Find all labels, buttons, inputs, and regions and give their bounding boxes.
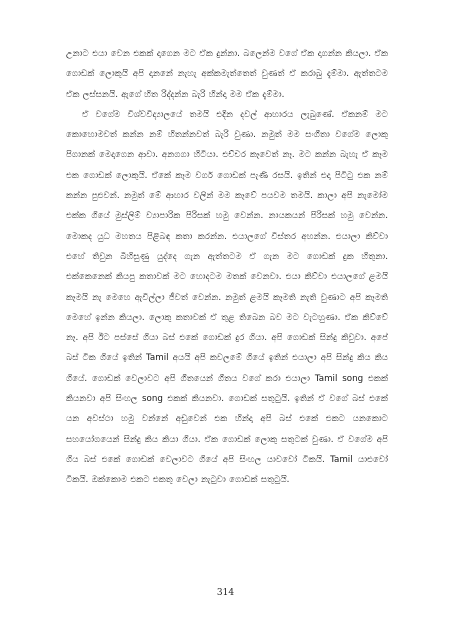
paragraph-1: උනාට එයා වෙන එකක් දාගෙන මට ඒක දුන්නා. බලෙන්ම වගේ ඒක දාගන්න කියලා. ඒක ගොඩක් ලොකුයි අපි දානනේ නැහැ අක්කමැත්තෙත් වුණත් ඒ කරාබු දැම්මා. ඇත්තටම ඒක ලස්සනයි. ඇගේ හිත රිද්දන්න බැරි හින්දා මම ඒක දැම්මා. bbox=[66, 49, 388, 100]
page-body bbox=[66, 44, 388, 491]
page-number: 314 bbox=[216, 588, 235, 598]
paragraph-2: ඒ වගේම විශ්වවිද්‍යාලයේ තමයි එදින දවල් ආහාරය ලැබුණේ. ඒකනම් මට කොහොමවත් කන්න නම් හිතන්නවත් බැරි වුණා. නමුත් මම සංගීතා වගේම ලොකු පිගානක් මෙදාගෙන ආවා. අනගගා හිටියා. එච්චර කෑවෙත් නෑ. මට කන්න බැහැ ඒ කෑම එක ගොඩක් ලොකුයි. ඒකේ කෑම වර්ග ගොඩක් පැණි රසයි. ඉතින් එදා පිටිටු එක නම් කන්න පුළුවන්. නමුත් මේ ආහාර වලින් මම කෑවේ පයවම තමයි. කාලා අපි නැමෝම එක්ක ගියේ මුස්ලිම් ව්‍යාපාරික පිරිසක් හමු වෙන්න. නායකයන් පිරිසක් හමු වෙන්න. මොකද යුධ මහතය පිළිබඳ කතා කරන්න. එයාලගේ විස්තර අහන්න. එයාලා කිව්වා එහේ තිවුන බිහිසුණු යුද්දෙ ගැන ඇත්තටම ඒ ගැන මට ගොඩක් දුක හිතුනා. එක්කෙනෙක් කියපු කතාවක් මට හොදටම මතක් වෙනවා. එයා කිව්වා එයාලගේ ළමයි කෑමයි නැ මෙහෙ ඇවිල්ලා ජීවත් වෙන්න. නමුත් ළමයි කෑමති නැති වුණාට අපි කෑමති මෙහේ ඉන්න කියලා. ලොකු කතාවක් ඒ තුළ තිබෙන බව මට වැටහුණා. ඒක කිව්වේ නෑ. අපි ඊට පස්සේ ගියා බස් එකේ ගොඩක් දුර ගියා. අපි ගොඩක් සින්දු කිවුවා. අපේ බස් ටික ගියේ ඉතින් Tamil අයයි අපි කවලමේ ගියේ ඉතින් එයාලා අපි සින්දු කිය කිය ගියේ. ගොඩක් වෙලාවට අපි ගීතයෙන් ගීතය වගේ කරා එයාලා Tamil song එකක් කියනවා අපි සිංහල song එකක් කියනවා. ගොඩක් සතුටුයි. ඉතින් ඒ වගේ බස් එකේ යන අවස්ථා හමු වන්නේ අඩුවෙන් එක හින්දා අපි බස් එකේ එකට යනකොට සහයෝගයෙන් සින්දු කිය කියා ගියා. ඒක ගොඩක් ලොකු සතුටක් වුණා. ඒ වගේම අපි ගිය බස් එකේ ගොඩක් වෙලාවට ගියේ අපි සිංහල යාවවෝ ටිකයි. Tamil යාළුවෝ ටිකයි. ඔක්කොම එකට එකතු වෙලා නැටුවා ගොඩක් සතුටුයි. bbox=[66, 109, 388, 486]
